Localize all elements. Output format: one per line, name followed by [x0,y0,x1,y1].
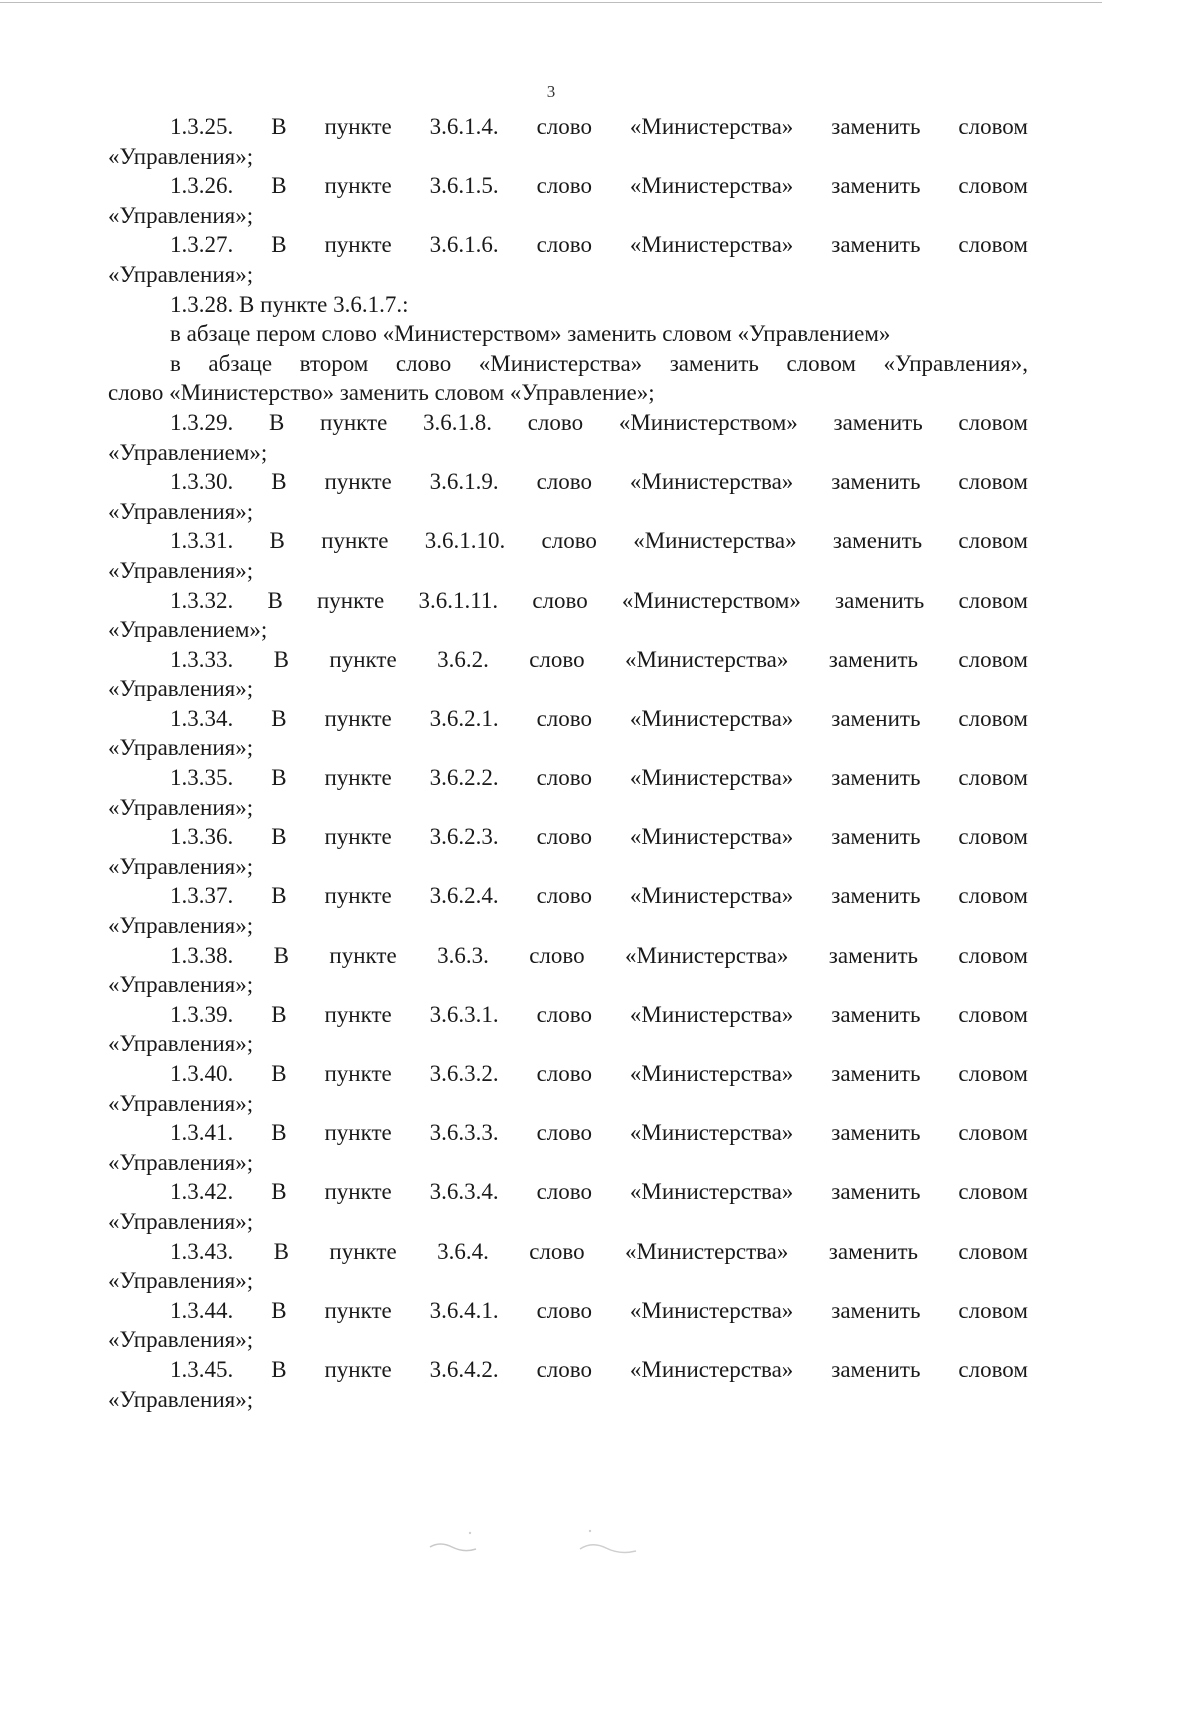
word: В [271,1179,287,1205]
word: 1.3.44. [170,1297,234,1323]
word: 3.6.2.1. [429,705,499,731]
word: 3.6.2.3. [429,824,499,850]
word: «Министерства» [478,350,643,376]
word: «Министерством» [621,587,801,613]
word: заменить [669,350,759,376]
paragraph [108,941,1028,1000]
continuation-line: «Управления»; [108,1208,254,1234]
word: 1.3.38. [170,942,234,968]
word: 3.6.4.1. [429,1297,499,1323]
word: В [271,1001,287,1027]
word: словом [958,1179,1028,1205]
word: В [271,1356,287,1382]
word: слово [529,942,585,968]
word: слово [541,528,597,554]
paragraph [108,1118,1028,1177]
word: В [271,1061,287,1086]
word: 1.3.30. [170,469,234,495]
word: 1.3.45. [170,1356,234,1382]
word: словом [958,1297,1028,1323]
word: «Министерства» [629,1061,794,1086]
word: заменить [831,824,921,850]
word: 1.3.25. [170,114,234,139]
word: 3.6.3.3. [429,1120,499,1146]
word: «Министерства» [629,883,794,909]
word: 3.6.3.4. [429,1179,499,1205]
word: «Министерства» [629,1001,794,1027]
word: заменить [831,1061,921,1086]
word: заменить [831,114,921,139]
word: слово [395,350,452,376]
word: 3.6.1.10. [424,528,506,554]
word: пункте [324,765,392,791]
word: 3.6.1.11. [418,587,499,613]
word: заменить [833,409,923,435]
word: заменить [831,469,921,495]
document-body [108,112,1028,1414]
word: заменить [828,942,919,968]
justified-line [108,1355,1028,1385]
continuation-line: «Управлением»; [108,617,268,643]
word: пункте [321,528,389,554]
word: заменить [828,646,919,672]
continuation-line: «Управления»; [108,913,254,939]
word: пункте [329,942,397,968]
word: 3.6.3. [437,942,489,968]
word: заменить [828,1238,919,1264]
continuation-line: «Управления»; [108,1268,254,1294]
justified-line [108,1059,1028,1089]
continuation-line: «Управления»; [108,794,254,820]
word: «Министерства» [629,765,794,791]
word: «Министерства» [625,1238,789,1264]
paragraph [108,319,1028,349]
paragraph [108,1059,1028,1118]
word: словом [958,528,1028,554]
word: 1.3.37. [170,883,234,909]
word: заменить [831,705,921,731]
text-line: 1.3.28. В пункте 3.6.1.7.: [170,291,409,317]
word: слово [536,469,592,495]
word: 1.3.26. [170,173,234,199]
paragraph [108,586,1028,645]
word: пункте [324,1061,392,1086]
word: заменить [831,232,921,258]
word: пункте [324,469,392,495]
continuation-line: «Управления»; [108,1386,254,1412]
justified-line [108,1118,1028,1148]
paragraph [108,1177,1028,1236]
paragraph [108,408,1028,467]
word: словом [786,350,856,376]
word: В [271,1297,287,1323]
continuation-line: «Управления»; [108,1149,254,1175]
word: в [170,350,181,376]
word: слово [536,1179,592,1205]
word: 3.6.4.2. [429,1356,499,1382]
word: 1.3.31. [170,528,234,554]
word: пункте [324,705,392,731]
word: «Министерства» [625,942,789,968]
word: «Министерства» [629,1356,794,1382]
word: 1.3.40. [170,1061,234,1086]
word: слово [529,646,585,672]
word: В [271,1120,287,1146]
word: слово [536,1061,592,1086]
justified-line [108,763,1028,793]
word: В [273,1238,289,1264]
word: В [271,114,287,139]
word: слово [529,1238,585,1264]
word: словом [958,942,1028,968]
word: заменить [831,883,921,909]
word: словом [958,469,1028,495]
word: «Министерства» [629,1120,794,1146]
justified-line [108,881,1028,911]
word: пункте [324,883,392,909]
word: В [267,587,283,613]
word: пункте [324,232,392,258]
word: 3.6.3.2. [429,1061,499,1086]
paragraph [108,526,1028,585]
justified-line [108,586,1028,616]
paragraph [108,1000,1028,1059]
justified-line [108,467,1028,497]
word: словом [958,173,1028,199]
paragraph [108,467,1028,526]
word: 1.3.29. [170,409,234,435]
word: «Министерства» [625,646,789,672]
justified-line [108,1237,1028,1267]
word: слово [536,1001,592,1027]
justified-line [108,1177,1028,1207]
word: В [271,824,287,850]
word: словом [958,587,1028,613]
word: слово [532,587,588,613]
word: словом [958,232,1028,258]
word: 1.3.41. [170,1120,234,1146]
word: пункте [324,1179,392,1205]
justified-line [108,822,1028,852]
continuation-line: «Управления»; [108,1090,254,1116]
word: словом [958,824,1028,850]
paragraph [108,822,1028,881]
paragraph [108,112,1028,171]
word: словом [958,1001,1028,1027]
word: «Министерством» [618,409,798,435]
continuation-line: «Управления»; [108,676,254,702]
word: слово [536,1297,592,1323]
word: слово [536,705,592,731]
justified-line [108,112,1028,142]
word: словом [958,646,1028,672]
word: пункте [324,173,392,199]
word: 3.6.1.4. [429,114,499,139]
paragraph [108,1355,1028,1414]
word: 3.6.1.8. [423,409,492,435]
word: слово [527,409,584,435]
paragraph [108,704,1028,763]
word: слово [536,765,592,791]
page-top-edge [0,2,1102,3]
continuation-line: «Управления»; [108,972,254,998]
word: пункте [317,587,385,613]
word: В [271,705,287,731]
word: «Министерства» [629,114,794,139]
word: словом [958,1120,1028,1146]
word: «Министерства» [629,1297,794,1323]
word: заменить [831,1356,921,1382]
word: «Министерства» [629,1179,794,1205]
word: 1.3.34. [170,705,234,731]
justified-line [108,349,1028,379]
word: пункте [329,646,397,672]
word: 1.3.36. [170,824,234,850]
word: заменить [831,765,921,791]
word: 3.6.2.4. [429,883,499,909]
continuation-line: «Управления»; [108,498,254,524]
continuation-line: «Управлением»; [108,439,268,465]
word: пункте [324,114,392,139]
word: 1.3.39. [170,1001,234,1027]
continuation-line: «Управления»; [108,261,254,287]
word: заменить [832,528,923,554]
word: словом [958,1061,1028,1086]
word: 1.3.42. [170,1179,234,1205]
word: пункте [320,409,388,435]
word: слово [536,173,592,199]
word: «Министерства» [629,232,794,258]
word: словом [958,1238,1028,1264]
justified-line [108,1296,1028,1326]
word: словом [958,765,1028,791]
continuation-line: слово «Министерство» заменить словом «Управление»; [108,380,655,406]
word: 3.6.2. [437,646,489,672]
word: В [271,232,287,258]
word: заменить [831,1179,921,1205]
word: 3.6.1.5. [429,173,499,199]
word: 3.6.4. [437,1238,489,1264]
word: пункте [329,1238,397,1264]
word: 3.6.1.9. [429,469,499,495]
word: слово [536,824,592,850]
continuation-line: «Управления»; [108,557,254,583]
justified-line [108,408,1028,438]
word: пункте [324,1001,392,1027]
paragraph [108,1237,1028,1296]
word: словом [958,409,1028,435]
word: пункте [324,824,392,850]
justified-line [108,171,1028,201]
paragraph [108,1296,1028,1355]
paragraph [108,763,1028,822]
word: 1.3.43. [170,1238,234,1264]
word: В [269,528,285,554]
paragraph [108,230,1028,289]
word: «Министерства» [629,705,794,731]
word: абзаце [208,350,273,376]
word: 1.3.32. [170,587,234,613]
word: заменить [831,1297,921,1323]
page-number: 3 [546,82,556,101]
word: «Министерства» [629,469,794,495]
word: слово [536,1356,592,1382]
paragraph [108,171,1028,230]
paragraph [108,349,1028,408]
word: словом [958,1356,1028,1382]
word: пункте [324,1120,392,1146]
justified-line [108,230,1028,260]
word: слово [536,1120,592,1146]
word: В [273,646,289,672]
word: 1.3.35. [170,765,234,791]
continuation-line: «Управления»; [108,202,254,228]
word: пункте [324,1356,392,1382]
word: В [271,883,287,909]
word: В [271,173,287,199]
justified-line [108,941,1028,971]
word: пункте [324,1297,392,1323]
word: В [271,469,287,495]
continuation-line: «Управления»; [108,143,254,169]
paragraph [108,881,1028,940]
word: словом [958,883,1028,909]
word: «Министерства» [629,173,794,199]
justified-line [108,704,1028,734]
word: 3.6.2.2. [429,765,499,791]
word: слово [536,114,592,139]
word: 1.3.33. [170,646,234,672]
paragraph [108,290,1028,320]
continuation-line: «Управления»; [108,735,254,761]
word: В [271,765,287,791]
continuation-line: «Управления»; [108,1327,254,1353]
word: «Министерства» [633,528,797,554]
text-line: в абзаце пером слово «Министерством» заменить словом «Управлением» [170,321,891,347]
word: слово [536,883,592,909]
word: 3.6.3.1. [429,1001,499,1027]
paragraph [108,645,1028,704]
word: «Министерства» [629,824,794,850]
scan-artifact-marks [410,1525,690,1555]
word: слово [536,232,592,258]
word: заменить [831,1120,921,1146]
word: В [268,409,285,435]
word: заменить [831,1001,921,1027]
word: 1.3.27. [170,232,234,258]
word: заменить [831,173,921,199]
word: «Управления», [883,350,1028,376]
continuation-line: «Управления»; [108,1031,254,1057]
word: заменить [835,587,925,613]
word: словом [958,114,1028,139]
justified-line [108,1000,1028,1030]
word: втором [299,350,369,376]
word: В [273,942,289,968]
continuation-line: «Управления»; [108,853,254,879]
justified-line [108,526,1028,556]
word: 3.6.1.6. [429,232,499,258]
justified-line [108,645,1028,675]
word: словом [958,705,1028,731]
